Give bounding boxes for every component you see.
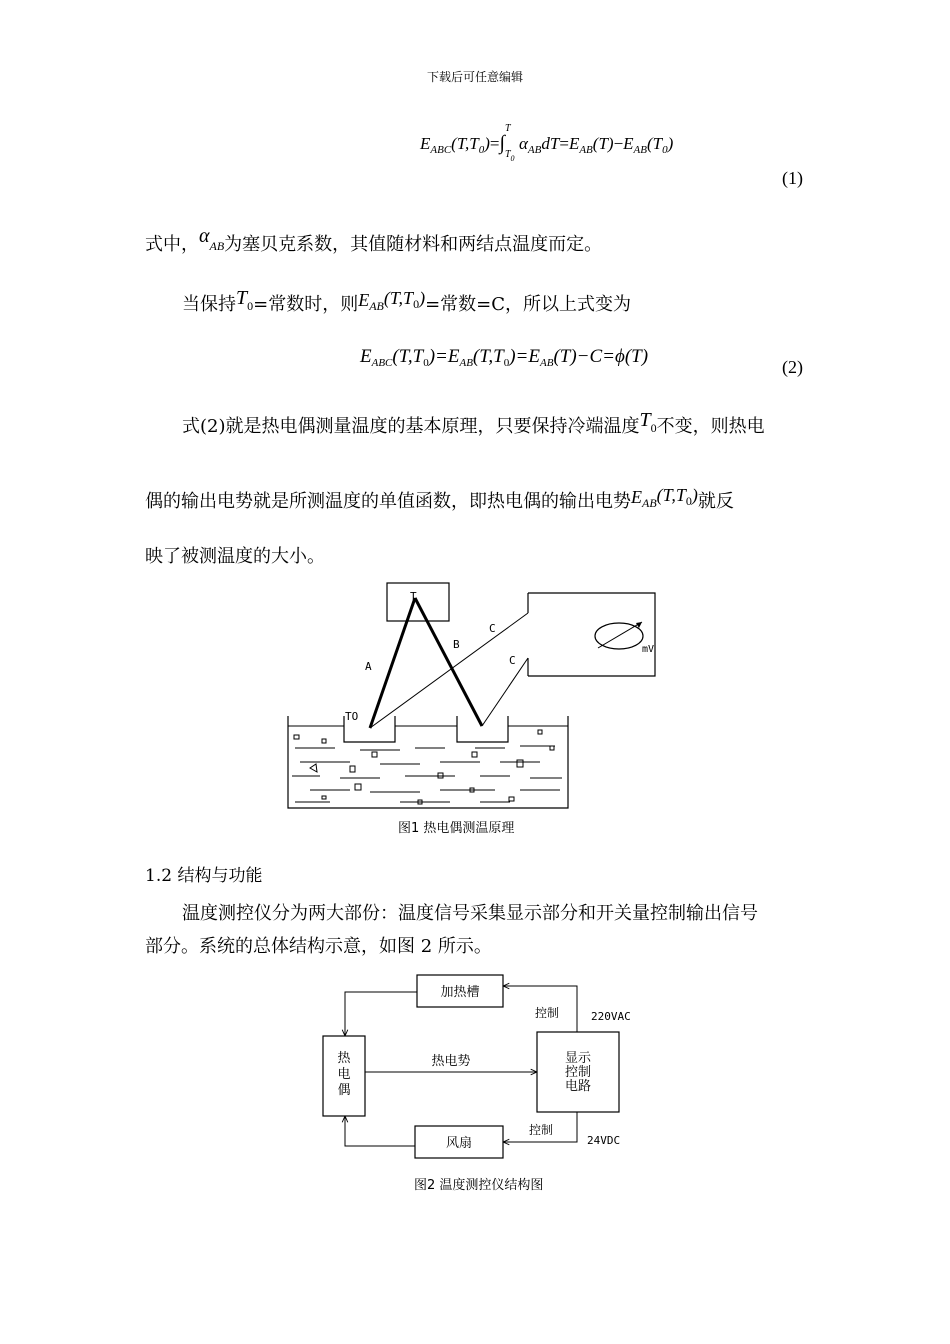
heater-label: 加热槽: [440, 985, 480, 1000]
para3-line2-suffix: 就反: [697, 491, 734, 512]
meter-box: [528, 593, 655, 676]
label-a: A: [365, 660, 372, 673]
eq1-rhs1-args: (T): [592, 134, 614, 153]
para2-mid: =常数时，则: [253, 294, 359, 315]
display-label-2: 控制: [564, 1065, 592, 1080]
figure-2-caption: 图2 温度测控仪结构图: [414, 1178, 544, 1193]
eq1-alpha: α: [518, 134, 528, 153]
label-c-lower: C: [509, 654, 516, 667]
para2-suffix: =常数=C，所以上式变为: [425, 294, 632, 315]
ac-label: 220VAC: [591, 1010, 631, 1023]
display-label-1: 显示: [564, 1051, 592, 1066]
paragraph-principle-line2: [145, 485, 734, 515]
label-to: TO: [345, 710, 359, 723]
equation-1-number: (1): [782, 168, 803, 188]
fan-to-thermocouple-line: [345, 1116, 415, 1146]
eq2-args-a-sub: 0: [423, 357, 429, 369]
eq1-rhs2-close: ): [667, 134, 674, 153]
eq1-minus: −: [613, 134, 624, 153]
eq2-tail: (T)−C=ϕ(T): [553, 346, 649, 367]
eq1-rhs2-args-sub: 0: [662, 144, 668, 156]
fan-label: 风扇: [445, 1136, 473, 1151]
para2-e: E: [358, 290, 370, 310]
paragraph-principle-line3: 映了被测温度的大小。: [145, 546, 325, 567]
figure-1-thermocouple-diagram: [280, 578, 680, 840]
label-c-upper: C: [489, 622, 496, 635]
eq1-rhs2-sub: AB: [633, 144, 647, 156]
control-top-label: 控制: [534, 1006, 560, 1020]
para2-t0-sub: 0: [247, 299, 254, 313]
section-title: 结构与功能: [177, 866, 263, 886]
para2-e-sub: AB: [369, 299, 384, 313]
label-t: T: [410, 590, 417, 603]
paragraph-constant: [182, 287, 632, 318]
wire-c-lower: [482, 658, 528, 726]
paragraph-principle-line1: [182, 409, 765, 440]
para2-e-args-sub: 0: [413, 297, 420, 311]
eq1-rhs2: E: [623, 134, 634, 153]
para3-e-sub: AB: [642, 496, 657, 510]
eq1-rhs1-sub: AB: [579, 144, 593, 156]
para1-alpha: α: [199, 225, 210, 247]
eq1-rhs1: E: [568, 134, 580, 153]
paragraph-alpha-definition: [145, 225, 603, 258]
para1-prefix: 式中，: [145, 234, 199, 255]
eq1-rhs2-args: (T: [647, 134, 663, 153]
wire-c-upper: [370, 613, 528, 728]
eq1-int-upper: T: [504, 123, 511, 135]
eq2-sub-b: AB: [459, 357, 473, 369]
equation-1: $E_{ABC}(T,T_0)=\int$ T $T_0$ $\alpha_{AB}dT=E_{AB}(T)-E_{AB}(T_0)$: [420, 123, 674, 164]
para3-line2-prefix: 偶的输出电势就是所测温度的单值函数，即热电偶的输出电势: [145, 491, 631, 512]
para3-e-close: ): [691, 485, 698, 505]
para3-line1-suffix: 不变，则热电: [656, 416, 765, 437]
label-mv: mV: [642, 644, 655, 655]
thermocouple-label-3: 偶: [337, 1083, 351, 1098]
eq1-args-close: ): [484, 134, 490, 153]
eq1-int-lower: T: [504, 149, 511, 161]
paragraph-structure-line1: 温度测控仪分为两大部份：温度信号采集显示部分和开关量控制输出信号: [182, 903, 758, 924]
liquid-hatching: [292, 746, 562, 802]
eq1-lhs-sub: ABC: [430, 144, 452, 156]
eq2-equals-1: )=E: [428, 346, 460, 367]
eq2-sub-c: AB: [540, 357, 554, 369]
para3-e-args-sub: 0: [685, 494, 692, 508]
para3-e: E: [631, 487, 642, 507]
para1-alpha-sub: AB: [209, 239, 225, 253]
eq2-args-a: (T,T: [392, 346, 424, 367]
eq2-equals-2: )=E: [509, 346, 540, 367]
eq2-e-abc: E: [360, 346, 372, 367]
thermocouple-label-1: 热: [337, 1051, 351, 1066]
para1-suffix: 为塞贝克系数，其值随材料和两结点温度而定。: [224, 234, 603, 255]
equation-2-number: (2): [782, 357, 803, 377]
eq1-args-sub: 0: [478, 144, 485, 156]
heater-to-thermocouple-line: [345, 992, 417, 1036]
figure-1-caption: 图1 热电偶测温原理: [398, 821, 515, 836]
particles: [294, 730, 554, 804]
para2-t0: T: [236, 287, 248, 309]
equation-2: [360, 346, 648, 369]
para3-line1-prefix: 式(2)就是热电偶测量温度的基本原理，只要保持冷端温度: [182, 416, 640, 437]
eq2-args-b-sub: 0: [503, 357, 510, 369]
conductor-a: [370, 598, 415, 728]
para2-e-args: (T,T: [383, 288, 414, 308]
eq1-int-lower-sub: 0: [510, 154, 515, 164]
page-header: 下载后可任意编辑: [426, 70, 523, 84]
label-b: B: [453, 638, 460, 651]
emf-label: 热电势: [431, 1054, 471, 1069]
para3-t0-sub: 0: [650, 421, 657, 435]
eq1-alpha-sub: AB: [527, 144, 542, 156]
paragraph-structure-line2: 部分。系统的总体结构示意，如图 2 所示。: [145, 936, 492, 957]
section-number: 1.2: [145, 866, 173, 886]
control-bottom-label: 控制: [528, 1123, 554, 1137]
dc-label: 24VDC: [587, 1134, 621, 1147]
eq2-sub-abc: ABC: [371, 357, 393, 369]
para2-prefix: 当保持: [182, 294, 236, 315]
eq1-dt: dT: [541, 134, 560, 153]
eq1-args: (T,T: [451, 134, 479, 153]
para2-e-close: ): [419, 288, 426, 308]
para3-e-args: (T,T: [656, 485, 686, 505]
cold-cup-right: [457, 716, 508, 742]
eq2-args-b: (T,T: [472, 346, 504, 367]
para3-t0: T: [639, 409, 651, 431]
integral-sign: ∫: [499, 132, 505, 154]
eq1-lhs: E: [420, 134, 431, 153]
thermocouple-label-2: 电: [337, 1067, 351, 1082]
section-heading: [145, 864, 262, 888]
display-label-3: 电路: [564, 1079, 592, 1094]
figure-2-structure-diagram: [315, 970, 655, 1168]
